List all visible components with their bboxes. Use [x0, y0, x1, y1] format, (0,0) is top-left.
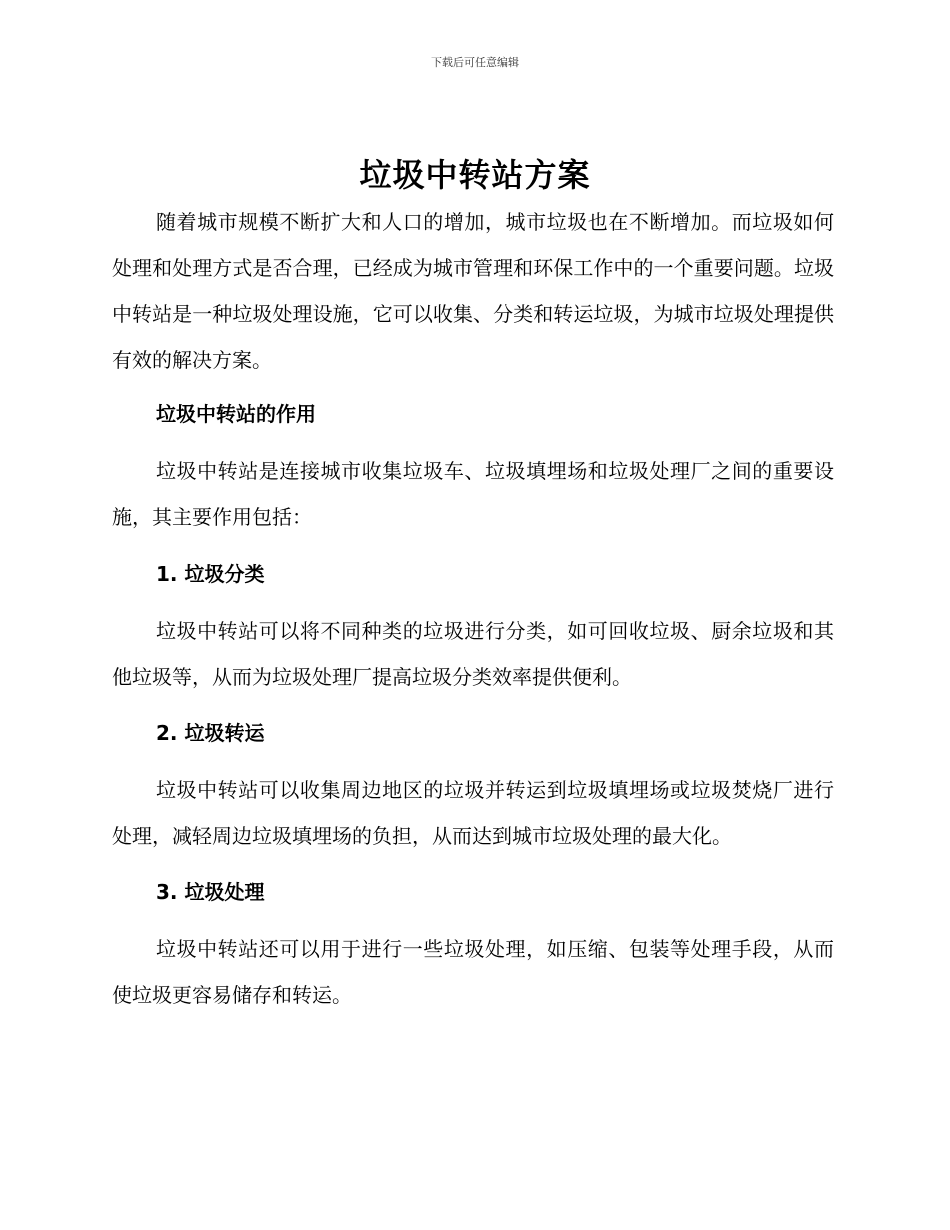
item-paragraph-transfer: 垃圾中转站可以收集周边地区的垃圾并转运到垃圾填埋场或垃圾焚烧厂进行处理，减轻周边垃圾填埋场的负担，从而达到城市垃圾处理的最大化。: [112, 778, 834, 848]
header-note: 下载后可任意编辑: [431, 56, 519, 69]
intro-paragraph: 随着城市规模不断扩大和人口的增加，城市垃圾也在不断增加。而垃圾如何处理和处理方式是否合理，已经成为城市管理和环保工作中的一个重要问题。垃圾中转站是一种垃圾处理设施，它可以收集、分类和转运垃圾，为城市垃圾处理提供有效的解决方案。: [112, 210, 834, 372]
item-heading-processing: 3. 垃圾处理: [156, 880, 265, 904]
item-paragraph-processing: 垃圾中转站还可以用于进行一些垃圾处理，如压缩、包装等处理手段，从而使垃圾更容易储存和转运。: [112, 937, 834, 1007]
section-heading-role: 垃圾中转站的作用: [156, 402, 316, 426]
page-title: 垃圾中转站方案: [359, 156, 591, 194]
item-heading-transfer: 2. 垃圾转运: [156, 721, 265, 745]
item-paragraph-classification: 垃圾中转站可以将不同种类的垃圾进行分类，如可回收垃圾、厨余垃圾和其他垃圾等，从而为垃圾处理厂提高垃圾分类效率提供便利。: [112, 619, 834, 689]
role-paragraph: 垃圾中转站是连接城市收集垃圾车、垃圾填埋场和垃圾处理厂之间的重要设施，其主要作用包括：: [112, 459, 834, 529]
item-heading-classification: 1. 垃圾分类: [156, 562, 265, 586]
